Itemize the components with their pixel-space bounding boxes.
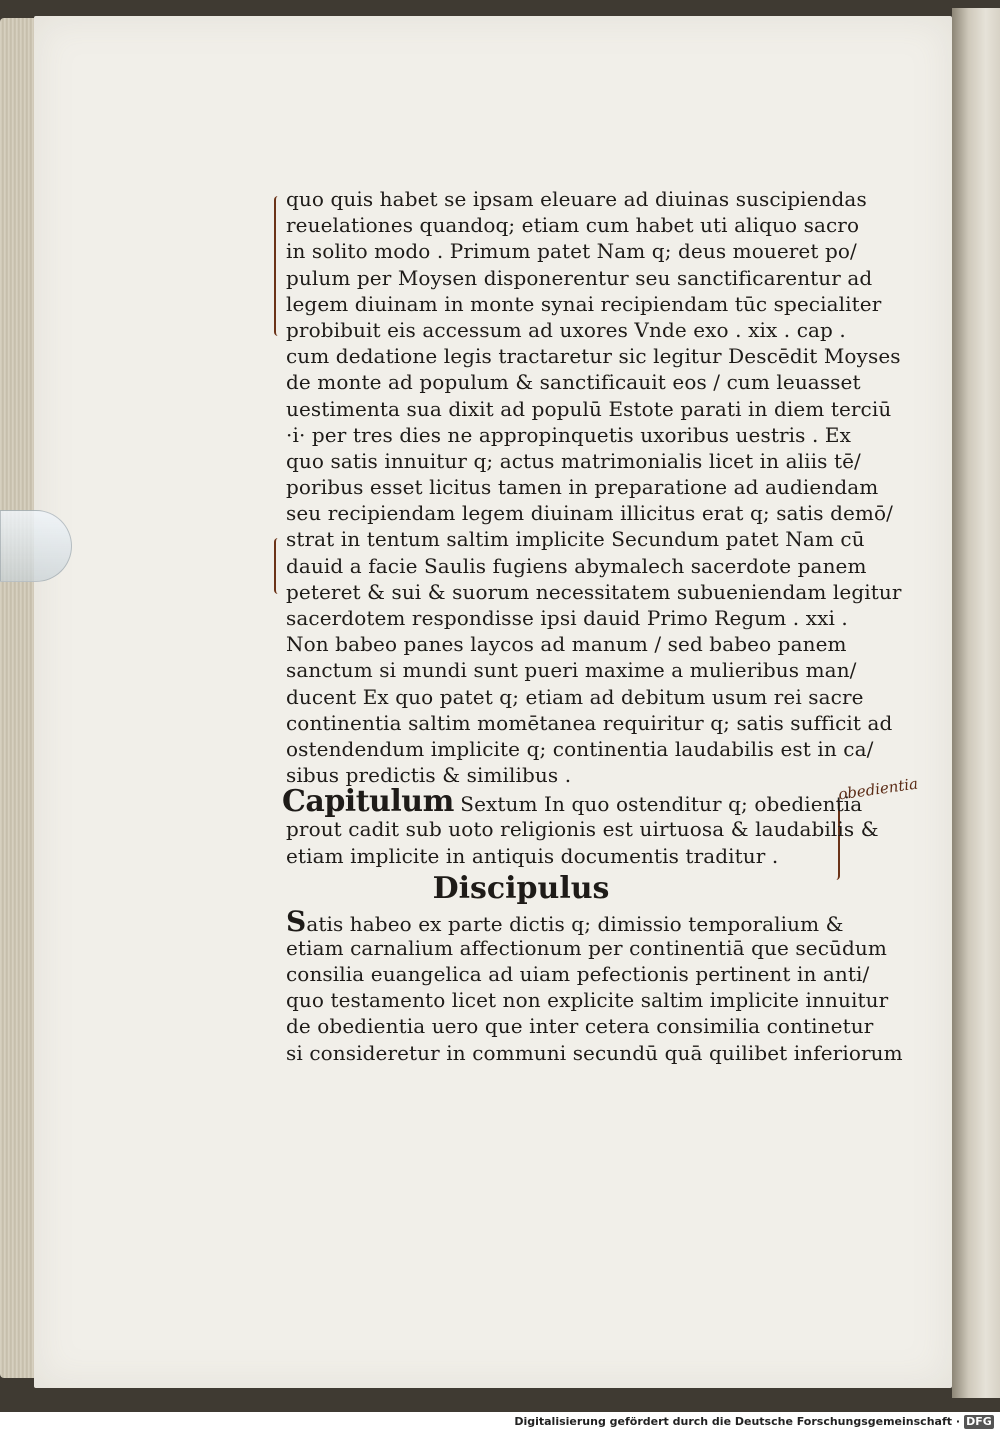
text-line: pulum per Moysen disponerentur seu sanctificarentur ad xyxy=(286,265,873,290)
text-line: ducent Ex quo patet q; etiam ad debitum usum rei sacre xyxy=(286,684,864,709)
text-line: Non babeo panes laycos ad manum / sed babeo panem xyxy=(286,632,847,657)
text-line xyxy=(286,904,846,938)
text-line: dauid a facie Saulis fugiens abymalech sacerdote panem xyxy=(286,553,867,578)
margin-bracket xyxy=(274,196,282,336)
chapter-title-line: prout cadit sub uoto religionis est uirtuosa & laudabilis & xyxy=(286,817,879,842)
discipulus-heading: Discipulus xyxy=(432,870,610,906)
chapter-heading: Capitulum xyxy=(282,784,454,820)
chapter-title-text: Sextum In quo ostenditur q; obedientia xyxy=(460,792,863,817)
text-line: ·i· per tres dies ne appropinquetis uxoribus uestris . Ex xyxy=(286,422,851,447)
initial-letter: S xyxy=(286,904,307,938)
text-line: quo satis innuitur q; actus matrimonialis licet in aliis tē/ xyxy=(286,448,861,473)
text-line: consilia euangelica ad uiam pefectionis pertinent in anti/ xyxy=(286,962,870,987)
text-line-rest: atis habeo ex parte dictis q; dimissio temporalium & xyxy=(306,911,844,936)
text-line: in solito modo . Primum patet Nam q; deus moueret po/ xyxy=(286,239,857,264)
footer-bar xyxy=(0,1412,1000,1433)
text-line: sanctum si mundi sunt pueri maxime a mulieribus man/ xyxy=(286,658,857,683)
text-line: reuelationes quandoq; etiam cum habet uti aliquo sacro xyxy=(286,213,860,238)
chapter-title-line xyxy=(282,784,863,820)
text-line: ostendendum implicite q; continentia laudabilis est in ca/ xyxy=(286,736,874,761)
text-line: quo quis habet se ipsam eleuare ad diuinas suscipiendas xyxy=(286,187,867,211)
text-line: legem diuinam in monte synai recipiendam tūc specialiter xyxy=(286,291,882,316)
text-line: continentia saltim momētanea requiritur q; satis sufficit ad xyxy=(286,710,893,735)
text-line: cum dedatione legis tractaretur sic legitur Descēdit Moyses xyxy=(286,344,901,369)
book-page-edges xyxy=(0,18,36,1378)
margin-bracket xyxy=(274,538,282,594)
bookmark-clip xyxy=(0,510,72,582)
text-line: quo testamento licet non explicite saltim implicite innuitur xyxy=(286,988,889,1013)
dfg-logo: DFG xyxy=(964,1415,994,1429)
text-line: uestimenta sua dixit ad populū Estote parati in diem terciū xyxy=(286,396,892,421)
text-line: strat in tentum saltim implicite Secundum patet Nam cū xyxy=(286,527,865,552)
text-line: sacerdotem respondisse ipsi dauid Primo Regum . xxi . xyxy=(286,606,848,630)
text-line: seu recipiendam legem diuinam illicitus erat q; satis demō/ xyxy=(286,501,893,526)
chapter-title-line: etiam implicite in antiquis documentis traditur . xyxy=(286,843,779,868)
text-line: etiam carnalium affectionum per continentiā que secūdum xyxy=(286,935,887,960)
text-line: probibuit eis accessum ad uxores Vnde exo . xix . cap . xyxy=(286,317,846,342)
text-line: si consideretur in communi secundū quā quilibet inferiorum xyxy=(286,1040,903,1065)
main-text-block xyxy=(282,186,903,1066)
margin-note: obedientia xyxy=(837,774,920,804)
text-line: de obedientia uero que inter cetera consimilia continetur xyxy=(286,1014,874,1039)
book-gutter xyxy=(952,8,1000,1398)
footer-credit: Digitalisierung gefördert durch die Deutsche Forschungsgemeinschaft · xyxy=(514,1415,960,1428)
text-line: sibus predictis & similibus . xyxy=(286,763,572,788)
text-line: peteret & sui & suorum necessitatem subueniendam legitur xyxy=(286,579,902,604)
text-line: poribus esset licitus tamen in preparatione ad audiendam xyxy=(286,475,879,500)
text-line: de monte ad populum & sanctificauit eos / cum leuasset xyxy=(286,370,861,395)
